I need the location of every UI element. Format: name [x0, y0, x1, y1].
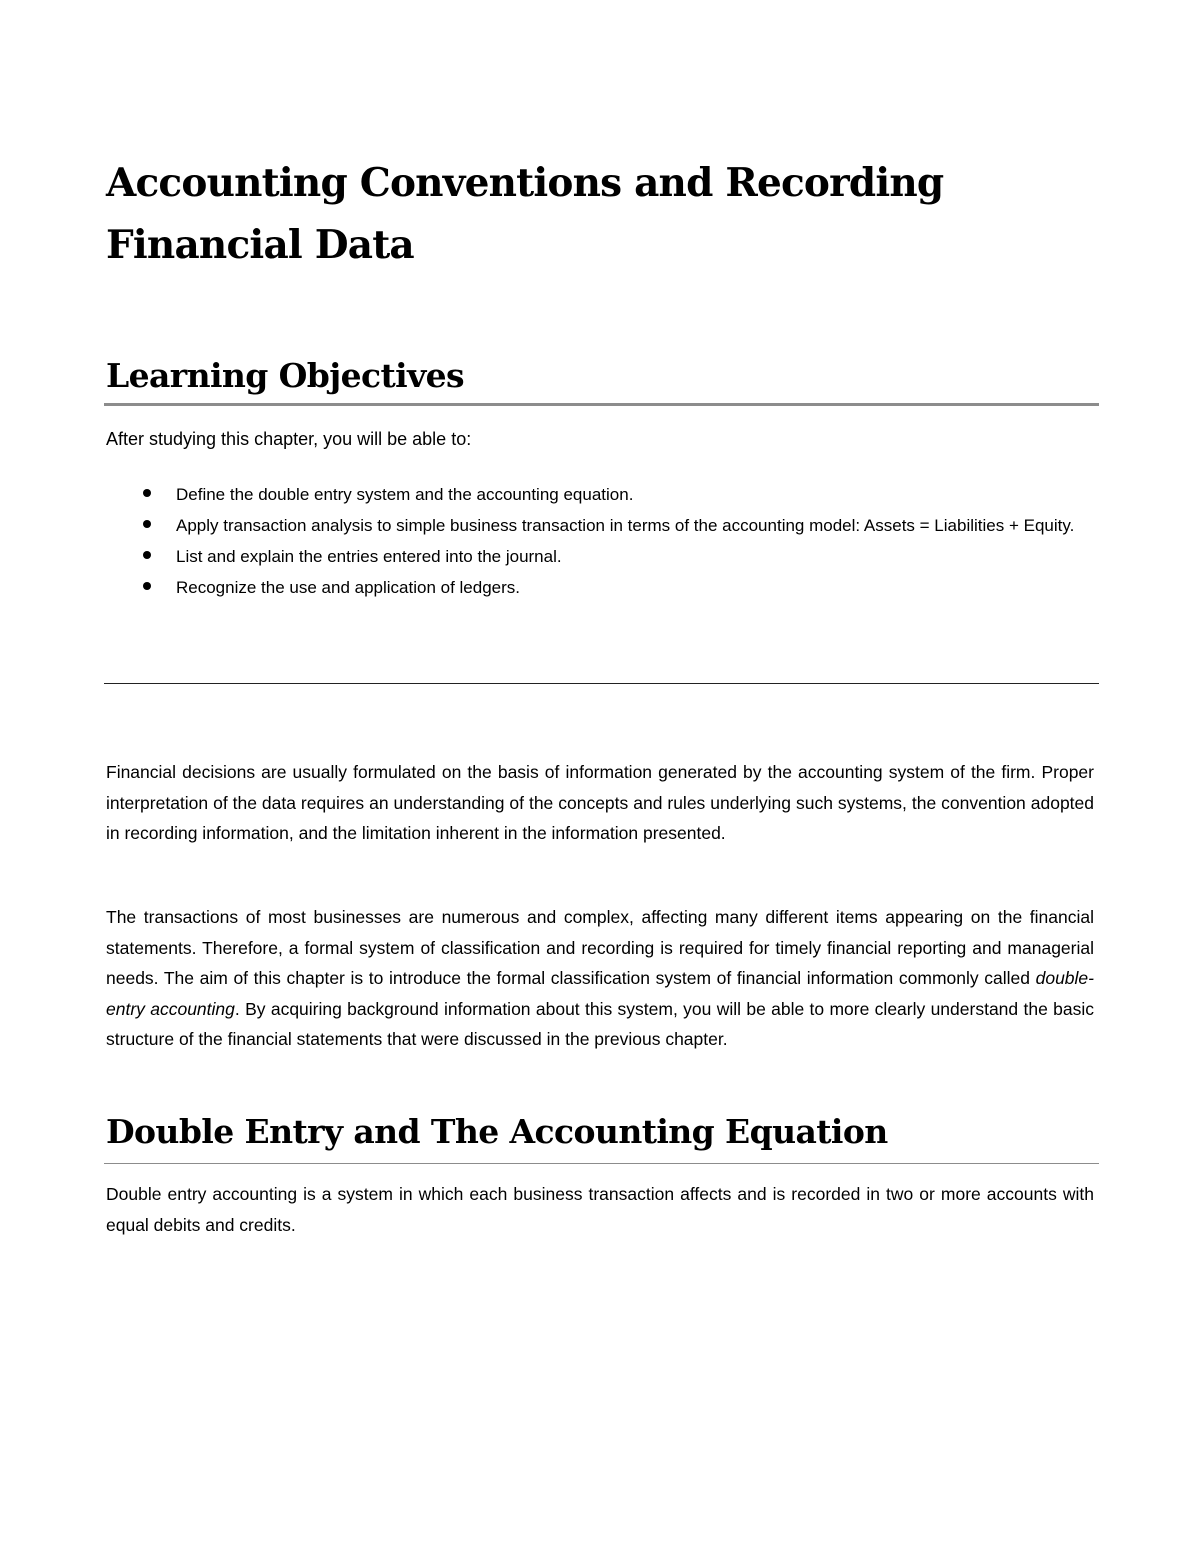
objective-text: List and explain the entries entered into the journal.	[176, 547, 562, 566]
objective-text: Define the double entry system and the accounting equation.	[176, 485, 634, 504]
bullet-icon	[143, 551, 151, 559]
objective-text: Recognize the use and application of ledgers.	[176, 578, 521, 597]
heading-underline	[104, 403, 1099, 406]
body-paragraph-1: Financial decisions are usually formulated on the basis of information generated by the accounting system of the firm. Proper interpretation of the data requires an understanding of the concepts and rules underlying such systems, the convention adopted in recording information, and the limitation inherent in the information presented.	[106, 762, 1094, 843]
section-divider	[104, 683, 1099, 684]
objective-text: Apply transaction analysis to simple business transaction in terms of the accounting model: Assets = Liabilities + Equity.	[176, 516, 1075, 535]
paragraph-text: The transactions of most businesses are numerous and complex, affecting many different items appearing on the financial statements. Therefore, a formal system of classification and recording is required for timely financial reporting and managerial needs. The aim of this chapter is to introduce the formal classification system of financial information commonly called	[106, 907, 1094, 988]
objective-item	[106, 479, 1098, 510]
bullet-icon	[143, 520, 151, 528]
double-entry-heading: Double Entry and The Accounting Equation	[106, 1112, 888, 1151]
document-title: Accounting Conventions and Recording Financial Data	[106, 160, 944, 268]
heading-underline	[104, 1163, 1099, 1164]
objective-item	[106, 572, 1098, 603]
emphasized-term: double-entry accounting	[106, 968, 1094, 1019]
bullet-icon	[143, 489, 151, 497]
double-entry-paragraph: Double entry accounting is a system in which each business transaction affects and is recorded in two or more accounts with equal debits and credits.	[106, 1184, 1094, 1235]
objective-item	[106, 510, 1098, 541]
objective-item	[106, 541, 1098, 572]
paragraph-text: . By acquiring background information about this system, you will be able to more clearly understand the basic structure of the financial statements that were discussed in the previous chapter.	[106, 998, 1094, 1049]
learning-objectives-heading: Learning Objectives	[106, 356, 465, 395]
objectives-intro: After studying this chapter, you will be able to:	[106, 429, 472, 449]
objectives-list	[106, 479, 1098, 603]
body-paragraph-2	[106, 902, 1094, 1055]
bullet-icon	[143, 582, 151, 590]
